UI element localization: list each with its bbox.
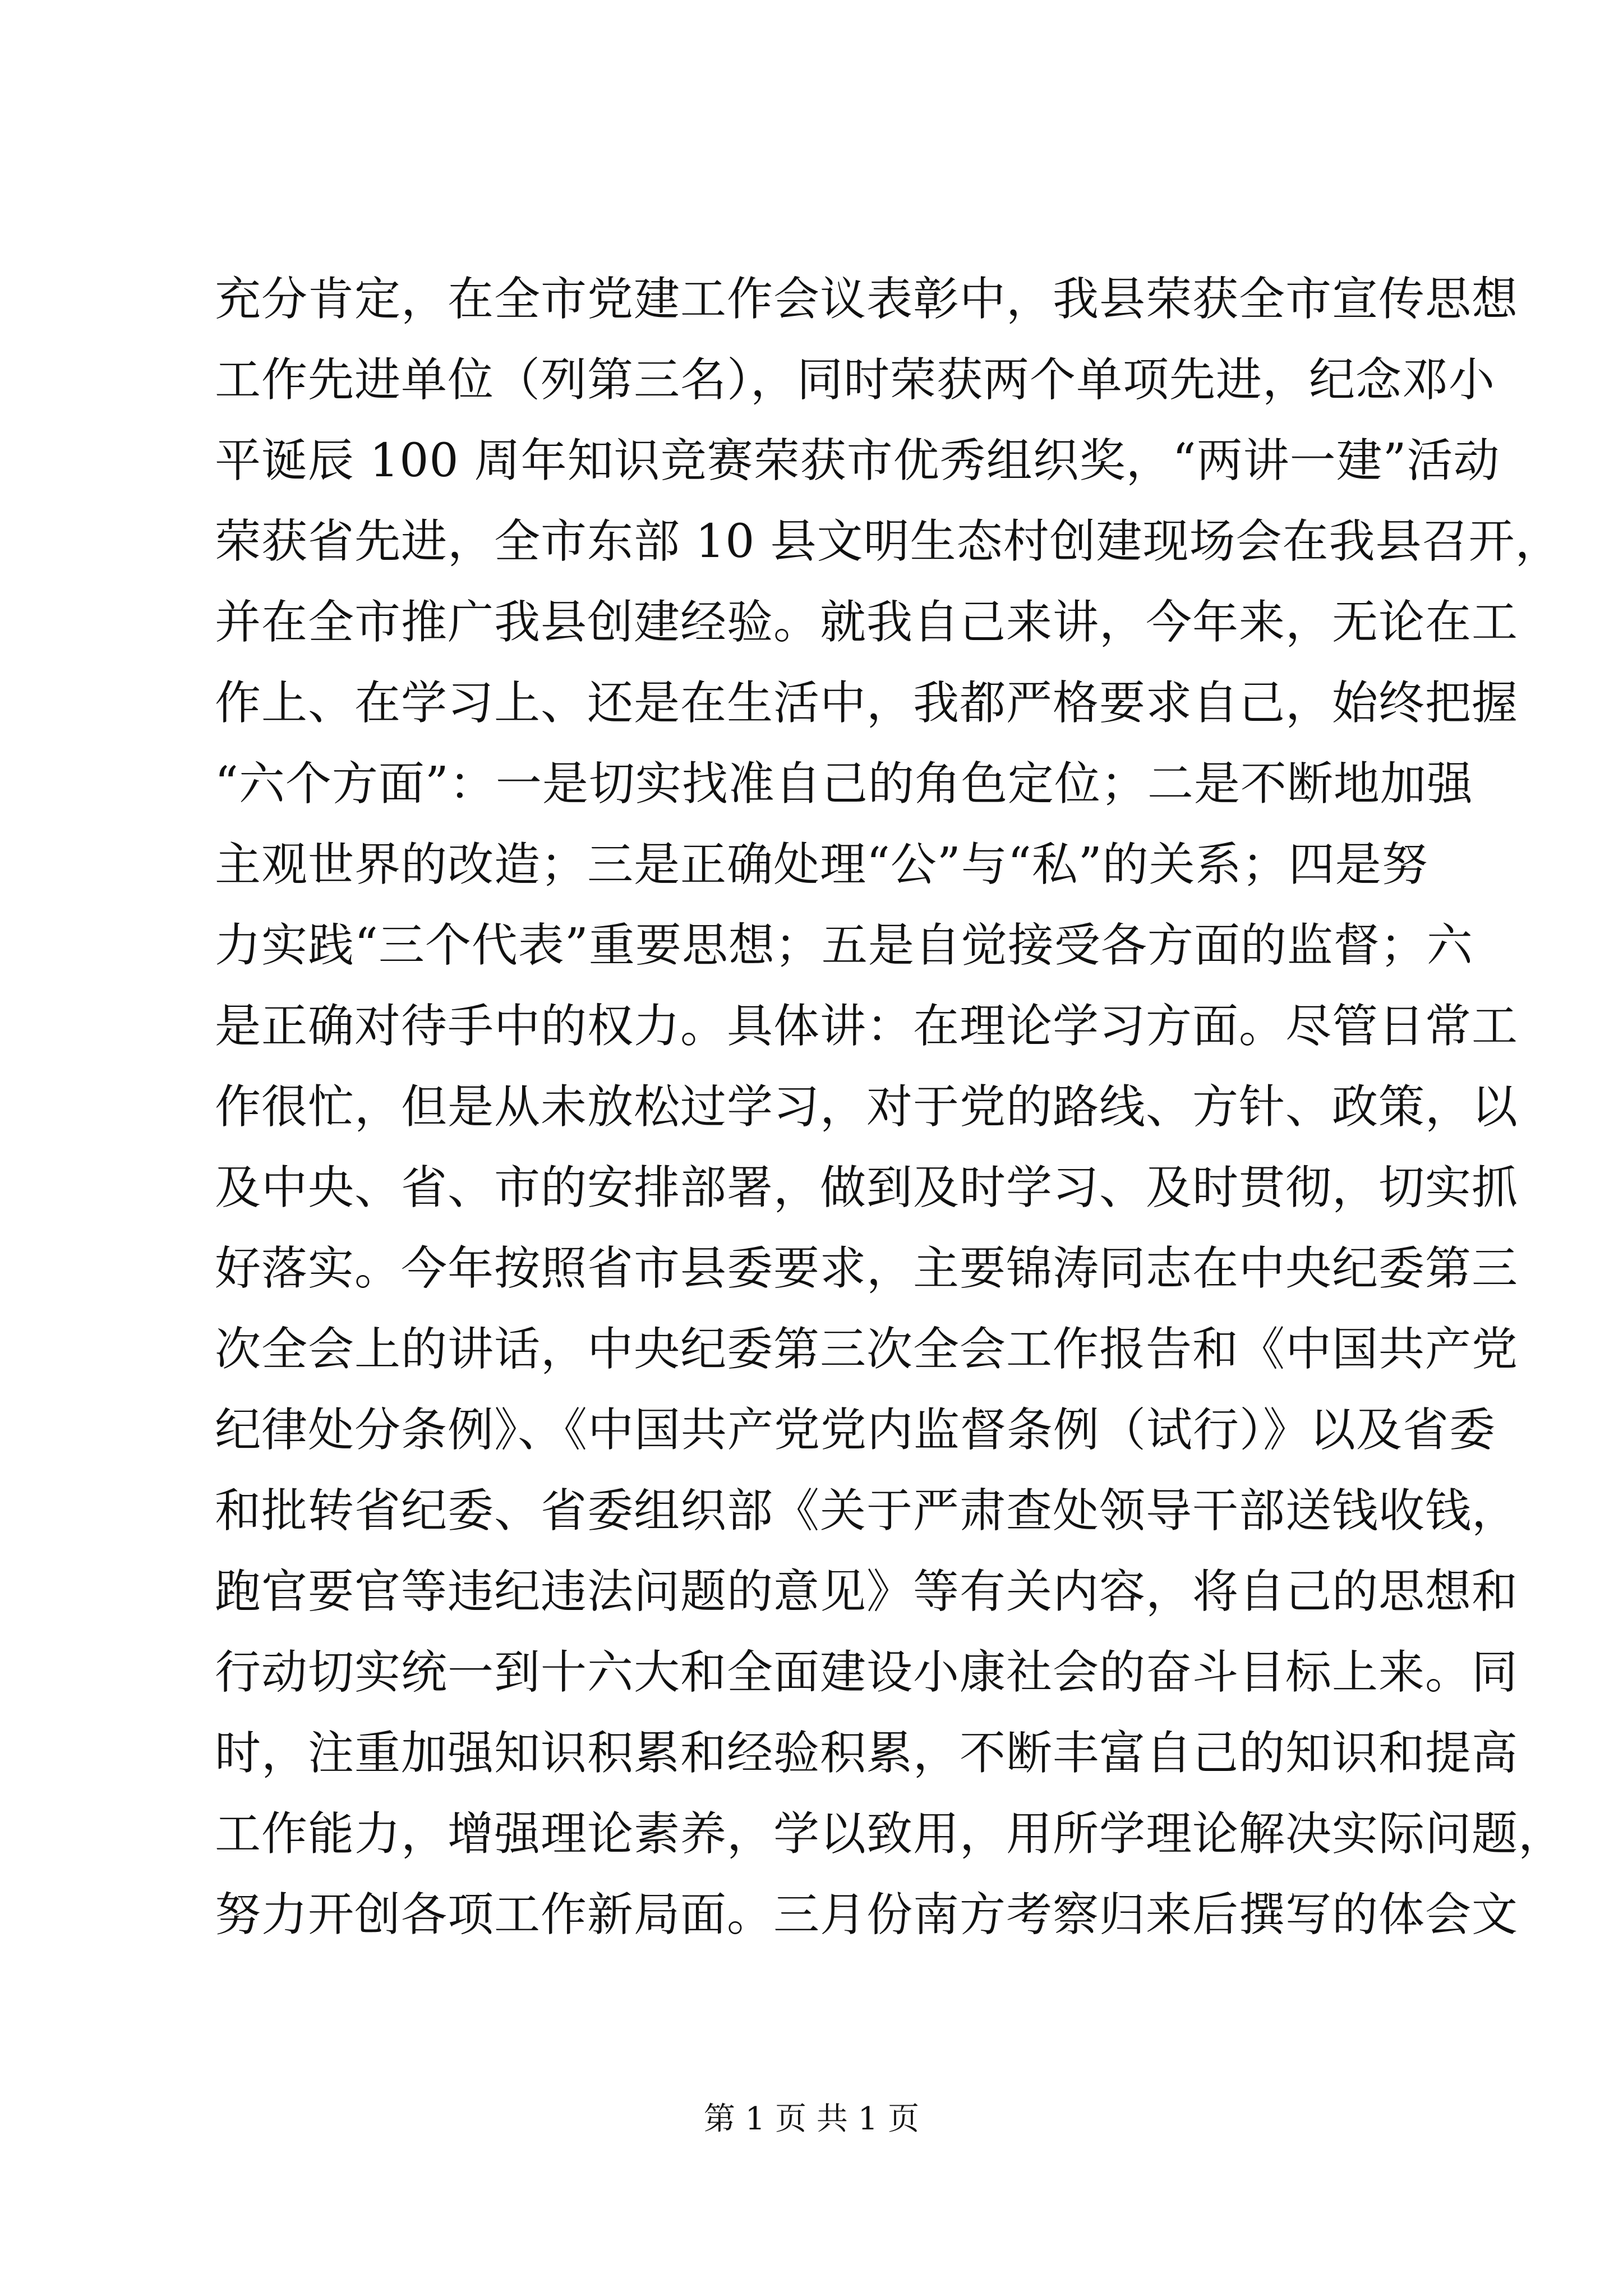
text-line: 时，注重加强知识积累和经验积累，不断丰富自己的知识和提高 <box>215 1727 1519 1780</box>
text-line: 努力开创各项工作新局面。三月份南方考察归来后撰写的体会文 <box>215 1888 1519 1941</box>
page-footer: 第 1 页 共 1 页 <box>703 2101 920 2137</box>
text-line: 及中央、省、市的安排部署，做到及时学习、及时贯彻，切实抓 <box>215 1161 1519 1214</box>
text-line: 荣获省先进，全市东部 10 县文明生态村创建现场会在我县召开， <box>215 515 1562 568</box>
text-line: 工作能力，增强理论素养，学以致用，用所学理论解决实际问题， <box>215 1807 1565 1861</box>
text-line: 充分肯定，在全市党建工作会议表彰中，我县荣获全市宣传思想 <box>215 273 1519 326</box>
body-text <box>215 259 1565 1955</box>
text-line: 力实践“三个代表”重要思想；五是自觉接受各方面的监督；六 <box>215 919 1473 972</box>
text-line: 并在全市推广我县创建经验。就我自己来讲，今年来，无论在工 <box>215 596 1519 649</box>
text-line: “六个方面”：一是切实找准自己的角色定位；二是不断地加强 <box>215 757 1473 811</box>
text-line: 次全会上的讲话，中央纪委第三次全会工作报告和《中国共产党 <box>215 1323 1519 1376</box>
text-line: 好落实。今年按照省市县委要求，主要锦涛同志在中央纪委第三 <box>215 1242 1519 1295</box>
text-line: 是正确对待手中的权力。具体讲：在理论学习方面。尽管日常工 <box>215 1000 1519 1053</box>
text-line: 作上、在学习上、还是在生活中，我都严格要求自己，始终把握 <box>215 677 1519 730</box>
text-line: 纪律处分条例》、《中国共产党党内监督条例（试行）》以及省委 <box>215 1404 1496 1457</box>
text-line: 工作先进单位（列第三名），同时荣获两个单项先进，纪念邓小 <box>215 353 1496 407</box>
text-line: 跑官要官等违纪违法问题的意见》等有关内容，将自己的思想和 <box>215 1565 1519 1618</box>
text-line: 作很忙，但是从未放松过学习，对于党的路线、方针、政策，以 <box>215 1080 1519 1134</box>
text-line: 主观世界的改造；三是正确处理“公”与“私”的关系；四是努 <box>215 838 1428 891</box>
text-line: 平诞辰 100 周年知识竞赛荣获市优秀组织奖，“两讲一建”活动 <box>215 434 1500 487</box>
text-line: 和批转省纪委、省委组织部《关于严肃查处领导干部送钱收钱， <box>215 1484 1519 1538</box>
text-line: 行动切实统一到十六大和全面建设小康社会的奋斗目标上来。同 <box>215 1646 1519 1699</box>
